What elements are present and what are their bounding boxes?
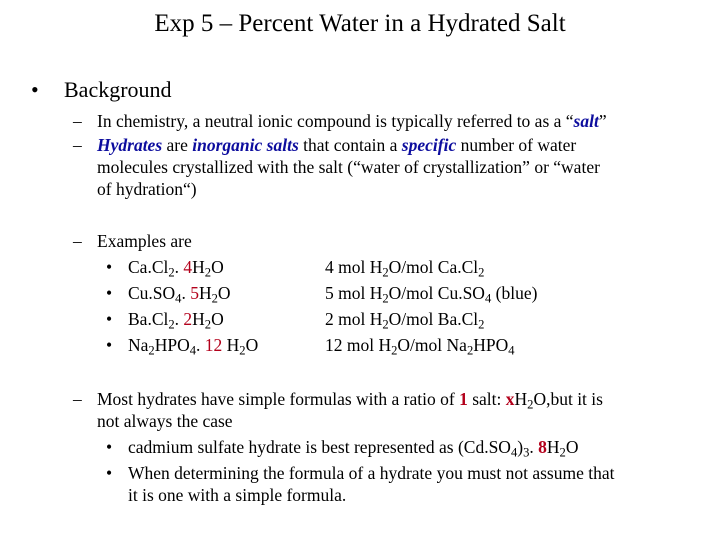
- example-ratio: [325, 334, 515, 356]
- sub-bullet: •: [106, 463, 113, 483]
- hydrates-term: Hydrates: [97, 135, 163, 155]
- cadmium-text: cadmium sulfate hydrate is best represented as (Cd.SO: [128, 437, 511, 457]
- ratio-part: O/mol Na: [397, 335, 467, 355]
- sub-bullet: •: [106, 309, 113, 329]
- most-text: salt:: [467, 389, 506, 409]
- ratio-subscript: 2: [382, 265, 389, 280]
- example-formula: [128, 256, 224, 278]
- hydrates-text: number of water: [456, 135, 577, 155]
- formula-subscript: 2: [148, 343, 155, 358]
- formula-subscript: 4: [175, 291, 182, 306]
- inorganic-salts-term: inorganic salts: [192, 135, 299, 155]
- most-text: Most hydrates have simple formulas with a ratio of: [97, 389, 460, 409]
- hydrates-text: that contain a: [298, 135, 402, 155]
- water-count: 2: [183, 309, 193, 329]
- example-ratio: [325, 308, 484, 330]
- formula-dot: .: [174, 309, 184, 329]
- most-text: O,but it is: [533, 389, 603, 409]
- formula-subscript: 2: [239, 343, 246, 358]
- hydrates-text: are: [162, 135, 193, 155]
- cadmium-text: O: [565, 437, 579, 457]
- ratio-one: 1: [459, 389, 468, 409]
- ratio-subscript: 4: [508, 343, 515, 358]
- simple-formula-line1: [97, 388, 603, 410]
- cadmium-subscript: 2: [559, 445, 566, 460]
- water-count: 4: [183, 257, 193, 277]
- formula-dot: .: [181, 283, 191, 303]
- simple-formula-line2: not always the case: [97, 411, 233, 431]
- formula-part: O: [245, 335, 259, 355]
- ratio-subscript: 2: [478, 317, 485, 332]
- ratio-part: 12 mol H: [325, 335, 392, 355]
- ratio-part: 5 mol H: [325, 283, 383, 303]
- formula-warning-line1: When determining the formula of a hydrate you must not assume that: [128, 463, 615, 483]
- formula-subscript: 2: [211, 291, 218, 306]
- ratio-part: O/mol Cu.SO: [388, 283, 485, 303]
- formula-part: Cu.SO: [128, 283, 176, 303]
- example-formula: [128, 334, 258, 356]
- examples-heading: Examples are: [97, 231, 192, 251]
- water-count: 12: [204, 335, 223, 355]
- ratio-subscript: 2: [466, 343, 474, 358]
- slide-title: Exp 5 – Percent Water in a Hydrated Salt: [154, 10, 566, 37]
- salt-definition-pre: In chemistry, a neutral ionic compound is typically referred to as a “: [97, 111, 574, 131]
- formula-subscript: 2: [168, 317, 175, 332]
- ratio-part: HPO: [473, 335, 509, 355]
- hydrates-definition-line2: molecules crystallized with the salt (“water of crystallization” or “water: [97, 157, 600, 177]
- dash-marker: –: [73, 389, 82, 409]
- water-count: 5: [190, 283, 199, 303]
- ratio-part: 2 mol H: [325, 309, 383, 329]
- most-subscript: 2: [527, 397, 534, 412]
- cadmium-dot: .: [529, 437, 539, 457]
- formula-part: H: [192, 257, 205, 277]
- salt-definition-line: [97, 110, 607, 132]
- ratio-subscript: 4: [484, 291, 492, 306]
- formula-subscript: 4: [189, 343, 197, 358]
- formula-part: Na: [128, 335, 149, 355]
- formula-part: H: [198, 283, 212, 303]
- cadmium-sulfate-line: [128, 436, 578, 458]
- formula-part: O: [217, 283, 231, 303]
- specific-term: specific: [401, 135, 457, 155]
- dash-marker: –: [73, 111, 82, 131]
- formula-part: H: [192, 309, 205, 329]
- formula-warning-line2: it is one with a simple formula.: [128, 485, 347, 505]
- cadmium-subscript: 4: [510, 445, 518, 460]
- formula-subscript: 2: [204, 265, 212, 280]
- hydrates-definition-line3: of hydration“): [97, 179, 197, 199]
- cadmium-subscript: 3: [523, 445, 530, 460]
- salt-term: salt: [573, 111, 599, 131]
- formula-part: HPO: [154, 335, 190, 355]
- formula-part: Ba.Cl: [128, 309, 169, 329]
- formula-part: O: [211, 257, 224, 277]
- example-ratio: [325, 282, 537, 304]
- background-heading: Background: [64, 77, 172, 102]
- formula-part: Ca.Cl: [128, 257, 169, 277]
- most-text: H: [514, 389, 528, 409]
- sub-bullet: •: [106, 437, 113, 457]
- example-ratio: [325, 256, 484, 278]
- formula-part: O: [211, 309, 224, 329]
- ratio-part: O/mol Ca.Cl: [388, 257, 479, 277]
- formula-dot: .: [196, 335, 205, 355]
- formula-subscript: 2: [168, 265, 175, 280]
- formula-subscript: 2: [204, 317, 212, 332]
- water-count: 8: [538, 437, 547, 457]
- cadmium-text: ): [517, 437, 524, 457]
- example-formula: [128, 282, 231, 304]
- ratio-subscript: 2: [391, 343, 398, 358]
- sub-bullet: •: [106, 283, 113, 303]
- sub-bullet: •: [106, 257, 113, 277]
- dash-marker: –: [73, 135, 82, 155]
- ratio-subscript: 2: [382, 291, 389, 306]
- formula-part: H: [222, 335, 240, 355]
- ratio-subscript: 2: [382, 317, 389, 332]
- hydrates-definition-line1: [97, 134, 576, 156]
- ratio-subscript: 2: [478, 265, 485, 280]
- ratio-x: x: [505, 389, 515, 409]
- ratio-part: O/mol Ba.Cl: [388, 309, 479, 329]
- ratio-part: (blue): [491, 283, 538, 303]
- dash-marker: –: [73, 231, 82, 251]
- formula-dot: .: [174, 257, 184, 277]
- example-formula: [128, 308, 224, 330]
- salt-definition-post: ”: [598, 111, 607, 131]
- bullet-marker: •: [31, 77, 39, 102]
- ratio-part: 4 mol H: [325, 257, 383, 277]
- cadmium-text: H: [546, 437, 560, 457]
- sub-bullet: •: [106, 335, 113, 355]
